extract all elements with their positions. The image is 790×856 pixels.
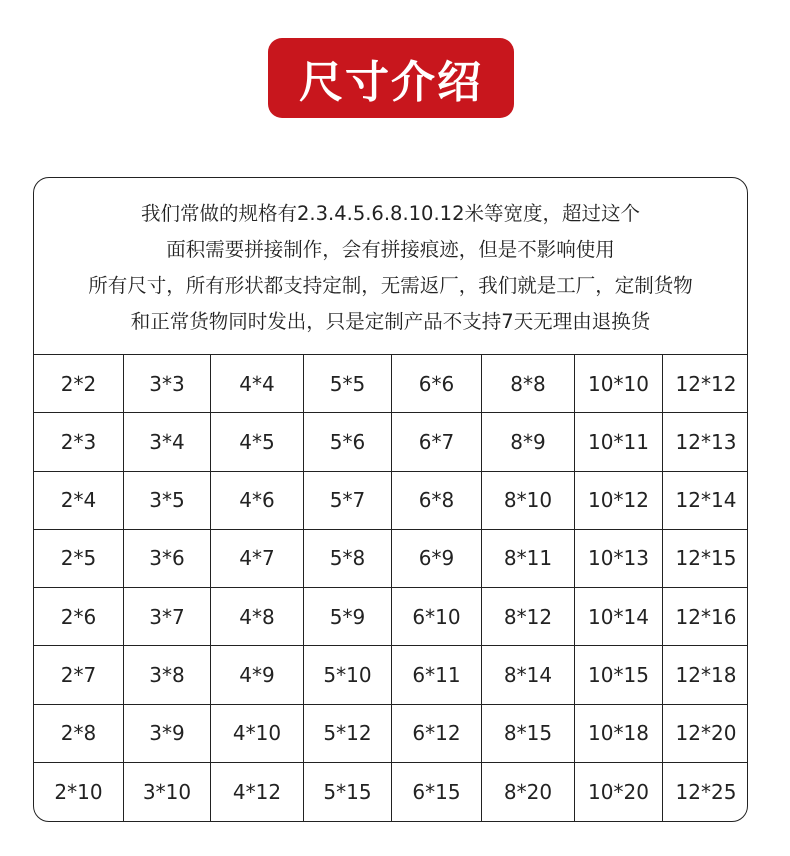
size-cell: 5*15 <box>304 763 392 821</box>
size-cell: 3*4 <box>124 413 211 471</box>
size-cell: 5*12 <box>304 705 392 763</box>
size-cell: 5*7 <box>304 472 392 530</box>
size-cell: 3*6 <box>124 530 211 588</box>
size-cell: 3*5 <box>124 472 211 530</box>
size-cell: 8*10 <box>482 472 575 530</box>
size-cell: 10*12 <box>575 472 663 530</box>
size-cell: 8*12 <box>482 588 575 646</box>
size-cell: 5*8 <box>304 530 392 588</box>
size-cell: 2*5 <box>34 530 124 588</box>
intro-text-block <box>34 178 747 355</box>
size-cell: 8*8 <box>482 355 575 413</box>
size-cell: 10*13 <box>575 530 663 588</box>
intro-line: 我们常做的规格有2.3.4.5.6.8.10.12米等宽度，超过这个 <box>141 202 640 225</box>
size-cell: 8*9 <box>482 413 575 471</box>
intro-line: 和正常货物同时发出，只是定制产品不支持7天无理由退换货 <box>130 310 651 333</box>
size-cell: 10*11 <box>575 413 663 471</box>
size-cell: 12*18 <box>663 646 748 704</box>
size-cell: 6*8 <box>392 472 482 530</box>
size-cell: 3*8 <box>124 646 211 704</box>
size-cell: 3*10 <box>124 763 211 821</box>
page-title-badge <box>268 38 514 118</box>
size-cell: 10*15 <box>575 646 663 704</box>
size-cell: 3*9 <box>124 705 211 763</box>
size-cell: 6*15 <box>392 763 482 821</box>
intro-line: 所有尺寸，所有形状都支持定制，无需返厂，我们就是工厂，定制货物 <box>88 274 693 297</box>
size-cell: 12*13 <box>663 413 748 471</box>
size-cell: 6*7 <box>392 413 482 471</box>
size-cell: 2*7 <box>34 646 124 704</box>
intro-line: 面积需要拼接制作，会有拼接痕迹，但是不影响使用 <box>166 238 615 261</box>
size-cell: 4*9 <box>211 646 304 704</box>
size-cell: 2*10 <box>34 763 124 821</box>
size-cell: 6*12 <box>392 705 482 763</box>
size-cell: 3*3 <box>124 355 211 413</box>
size-cell: 2*8 <box>34 705 124 763</box>
size-cell: 10*20 <box>575 763 663 821</box>
size-cell: 8*14 <box>482 646 575 704</box>
size-cell: 6*6 <box>392 355 482 413</box>
size-cell: 12*14 <box>663 472 748 530</box>
size-cell: 4*6 <box>211 472 304 530</box>
size-cell: 10*18 <box>575 705 663 763</box>
size-cell: 2*2 <box>34 355 124 413</box>
size-cell: 4*8 <box>211 588 304 646</box>
size-cell: 5*6 <box>304 413 392 471</box>
size-cell: 10*14 <box>575 588 663 646</box>
size-cell: 2*3 <box>34 413 124 471</box>
size-cell: 2*6 <box>34 588 124 646</box>
size-cell: 8*20 <box>482 763 575 821</box>
size-cell: 3*7 <box>124 588 211 646</box>
size-cell: 12*25 <box>675 779 737 804</box>
size-cell: 5*10 <box>304 646 392 704</box>
size-cell: 10*10 <box>575 355 663 413</box>
size-cell: 12*16 <box>663 588 748 646</box>
size-table-box <box>33 177 748 822</box>
size-cell: 4*7 <box>211 530 304 588</box>
size-cell: 4*10 <box>211 705 304 763</box>
size-cell: 6*11 <box>392 646 482 704</box>
size-cell: 8*11 <box>482 530 575 588</box>
size-cell: 4*5 <box>211 413 304 471</box>
size-cell: 4*4 <box>211 355 304 413</box>
size-cell: 12*15 <box>663 530 748 588</box>
size-cell: 12*12 <box>663 355 748 413</box>
size-cell: 6*9 <box>392 530 482 588</box>
size-cell: 5*5 <box>304 355 392 413</box>
size-cell: 2*4 <box>34 472 124 530</box>
size-cell: 4*12 <box>211 763 304 821</box>
size-cell: 12*20 <box>663 705 748 763</box>
size-cell: 6*10 <box>392 588 482 646</box>
page-title: 尺寸介绍 <box>299 57 483 108</box>
size-cell: 5*9 <box>304 588 392 646</box>
size-cell: 8*15 <box>482 705 575 763</box>
size-grid <box>34 355 747 821</box>
